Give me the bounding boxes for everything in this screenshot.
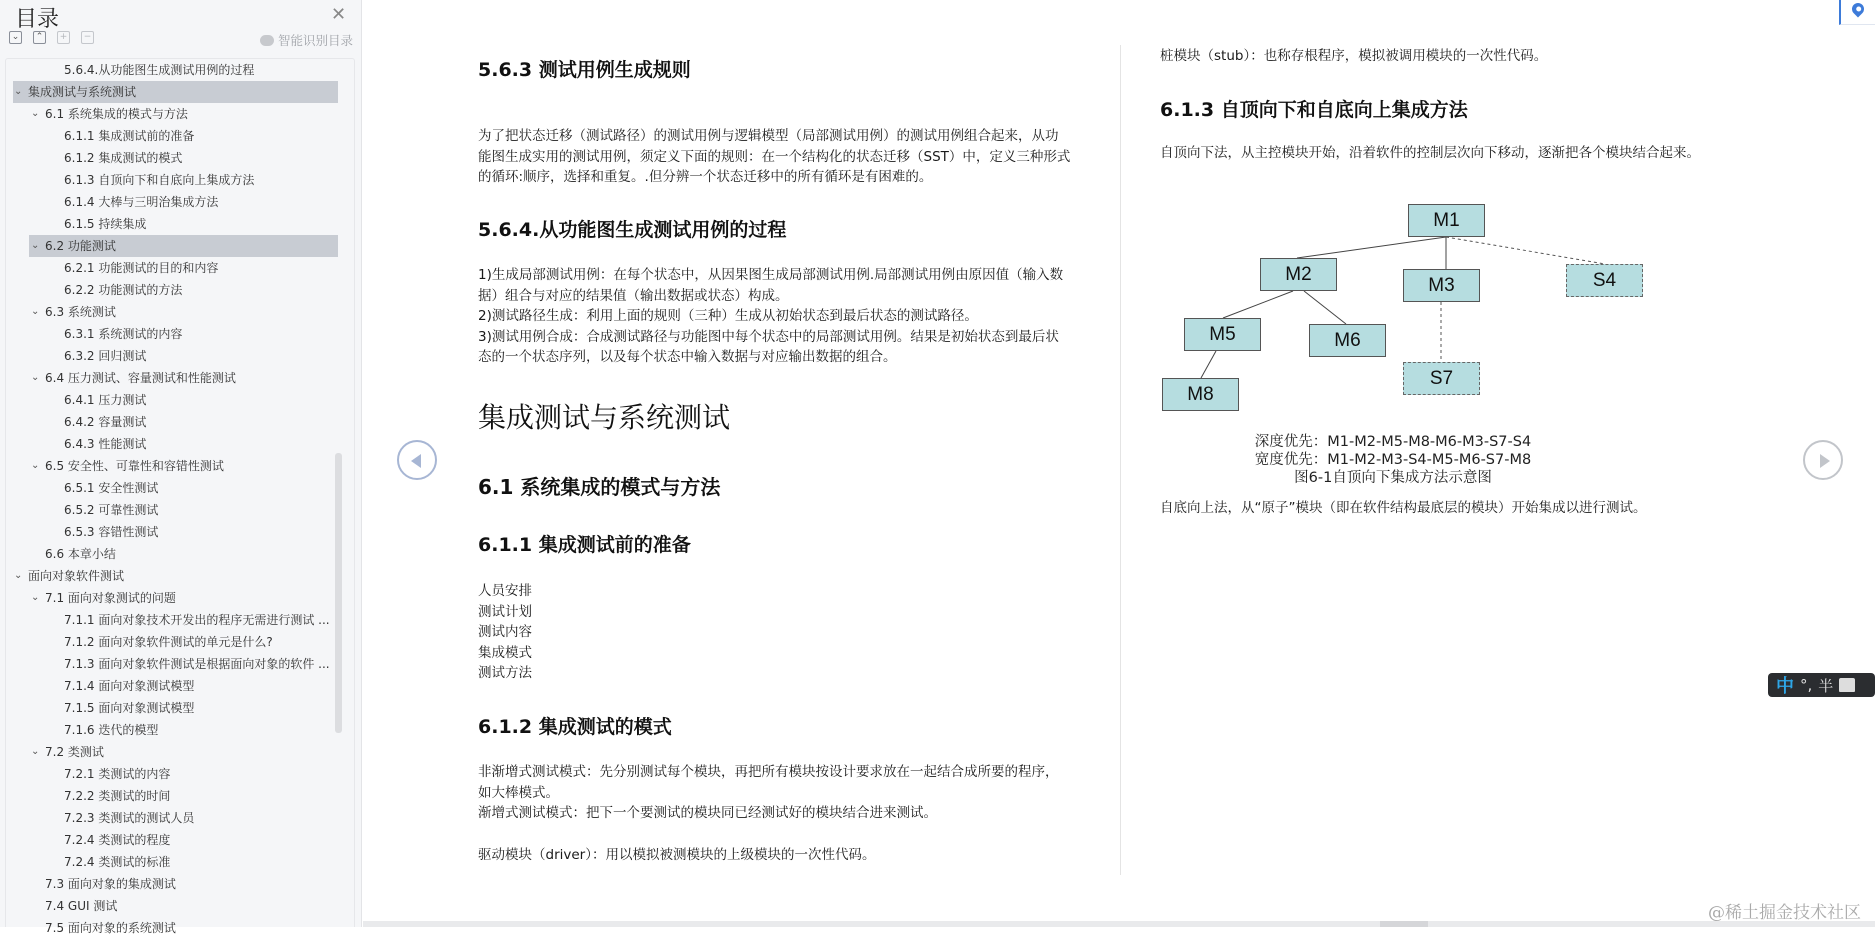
toc-tree-container xyxy=(5,58,355,935)
location-pin-icon xyxy=(1850,1,1867,18)
toc-item-label: 7.1.3 面向对象软件测试是根据面向对象的软件 ... xyxy=(64,657,330,671)
toc-item[interactable] xyxy=(6,477,338,499)
toc-item[interactable] xyxy=(6,653,338,675)
toc-item-label: 6.1 系统集成的模式与方法 xyxy=(45,107,188,121)
toc-item[interactable] xyxy=(6,785,338,807)
expand-all-icon[interactable]: ⌄ xyxy=(9,31,22,44)
cloud-icon xyxy=(260,35,274,46)
text-line: 如大棒模式。 xyxy=(478,784,559,801)
collapse-all-icon[interactable]: ⌃ xyxy=(33,31,46,44)
paragraph-topdown: 自顶向下法，从主控模块开始，沿着软件的控制层次向下移动，逐渐把各个模块结合起来。 xyxy=(1160,145,1700,161)
toc-item[interactable] xyxy=(29,235,338,257)
toc-item-label: 7.1.4 面向对象测试模型 xyxy=(64,679,195,693)
toc-item-label: 7.2 类测试 xyxy=(45,745,104,759)
remove-icon[interactable]: − xyxy=(81,31,94,44)
toc-item[interactable] xyxy=(6,521,338,543)
toc-item-label: 6.5.3 容错性测试 xyxy=(64,525,159,539)
heading-5-6-4: 5.6.4.从功能图生成测试用例的过程 xyxy=(478,219,787,241)
diagram-edges xyxy=(363,0,1875,927)
chevron-down-icon[interactable]: ⌄ xyxy=(14,570,23,581)
toc-item[interactable] xyxy=(6,455,338,477)
watermark: @稀土掘金技术社区 xyxy=(1708,903,1861,923)
toc-item-label: 6.3.2 回归测试 xyxy=(64,349,147,363)
toc-tree xyxy=(6,59,338,939)
skin-icon[interactable] xyxy=(1839,678,1855,692)
text-line: 2)测试路径生成：利用上面的规则（三种）生成从初始状态到最后状态的测试路径。 xyxy=(478,308,978,324)
module-node: M5 xyxy=(1184,318,1261,351)
next-page-icon xyxy=(1820,454,1830,468)
toc-item[interactable] xyxy=(6,851,338,873)
module-node: M8 xyxy=(1162,378,1239,411)
toc-item[interactable] xyxy=(6,257,338,279)
toc-item-label: 6.4.3 性能测试 xyxy=(64,437,147,451)
toc-item-label: 6.1.5 持续集成 xyxy=(64,217,147,231)
smart-toc-label: 智能识别目录 xyxy=(278,33,354,48)
prev-page-button[interactable] xyxy=(397,440,437,480)
toc-item[interactable] xyxy=(6,279,338,301)
chevron-down-icon[interactable]: ⌄ xyxy=(31,240,40,251)
chevron-down-icon[interactable]: ⌄ xyxy=(31,372,40,383)
toc-item[interactable] xyxy=(6,191,338,213)
chevron-down-icon[interactable]: ⌄ xyxy=(31,746,40,757)
text-line: 1)生成局部测试用例：在每个状态中，从因果图生成局部测试用例.局部测试用例由原因值（输入数 xyxy=(478,267,1064,283)
heading-6-1: 6.1 系统集成的模式与方法 xyxy=(478,475,721,499)
ime-punct[interactable]: °, xyxy=(1800,676,1813,694)
ime-mode[interactable]: 中 xyxy=(1776,676,1794,697)
toc-item[interactable] xyxy=(6,807,338,829)
toc-item-label: 7.1.5 面向对象测试模型 xyxy=(64,701,195,715)
depth-first-order: 深度优先：M1-M2-M5-M8-M6-M3-S7-S4 xyxy=(1254,434,1532,450)
ime-width[interactable]: 半 xyxy=(1818,676,1834,695)
toc-item[interactable] xyxy=(6,389,338,411)
toc-item-label: 6.1.2 集成测试的模式 xyxy=(64,151,183,165)
heading-6-1-1: 6.1.1 集成测试前的准备 xyxy=(478,534,691,556)
toc-item-label: 7.1.2 面向对象软件测试的单元是什么? xyxy=(64,635,273,649)
toc-item[interactable] xyxy=(6,675,338,697)
toc-item[interactable] xyxy=(6,719,338,741)
toc-item-label: 集成测试与系统测试 xyxy=(28,85,137,99)
toc-item[interactable] xyxy=(6,565,338,587)
toc-scrollbar[interactable] xyxy=(335,453,342,733)
toc-item[interactable] xyxy=(6,345,338,367)
toc-item-label: 面向对象软件测试 xyxy=(28,569,125,583)
toc-item[interactable] xyxy=(6,125,338,147)
figure-caption: 图6-1自顶向下集成方法示意图 xyxy=(1294,470,1492,486)
toc-item[interactable] xyxy=(13,81,338,103)
toc-item-label: 7.3 面向对象的集成测试 xyxy=(45,877,176,891)
module-node: M1 xyxy=(1408,204,1485,237)
toc-item-label: 7.1.1 面向对象技术开发出的程序无需进行测试 ... xyxy=(64,613,330,627)
toc-item[interactable] xyxy=(6,873,338,895)
chevron-down-icon[interactable]: ⌄ xyxy=(31,592,40,603)
toc-item-label: 6.1.1 集成测试前的准备 xyxy=(64,129,195,143)
toc-item[interactable] xyxy=(6,323,338,345)
ime-status-bar[interactable] xyxy=(1768,673,1875,697)
text-line: 非渐增式测试模式：先分别测试每个模块，再把所有模块按设计要求放在一起结合成所要的程序， xyxy=(478,764,1059,780)
scrollbar-thumb[interactable] xyxy=(1380,921,1428,927)
toc-item-label: 6.5.2 可靠性测试 xyxy=(64,503,159,517)
module-node: M6 xyxy=(1309,324,1386,357)
chevron-down-icon[interactable]: ⌄ xyxy=(31,460,40,471)
diagram-caption xyxy=(1243,433,1543,487)
toc-item-label: 7.2.2 类测试的时间 xyxy=(64,789,171,803)
toc-item-label: 6.1.3 自顶向下和自底向上集成方法 xyxy=(64,173,255,187)
toc-item-label: 7.1 面向对象测试的问题 xyxy=(45,591,176,605)
close-icon[interactable]: ✕ xyxy=(331,4,347,25)
chevron-down-icon[interactable]: ⌄ xyxy=(14,86,23,97)
chapter-title: 集成测试与系统测试 xyxy=(478,401,731,434)
list-item: 测试内容 xyxy=(478,624,532,640)
list-item: 测试方法 xyxy=(478,665,532,681)
smart-toc-button[interactable] xyxy=(260,31,353,49)
text-line: 据）组合与对应的结果值（输出数据或状态）构成。 xyxy=(478,287,789,304)
toc-item-label: 7.2.3 类测试的测试人员 xyxy=(64,811,195,825)
toc-item-label: 6.4.1 压力测试 xyxy=(64,393,147,407)
toc-item-label: 6.2.1 功能测试的目的和内容 xyxy=(64,261,219,275)
toc-item-label: 6.4.2 容量测试 xyxy=(64,415,147,429)
toc-item[interactable] xyxy=(6,433,338,455)
toc-item-label: 6.6 本章小结 xyxy=(45,547,116,561)
toc-item[interactable] xyxy=(6,59,338,81)
text-line: 渐增式测试模式：把下一个要测试的模块同已经测试好的模块结合进来测试。 xyxy=(478,805,937,821)
toc-toolbar xyxy=(9,31,94,44)
toc-item[interactable] xyxy=(6,103,338,125)
toc-item[interactable] xyxy=(6,829,338,851)
toc-item-label: 7.4 GUI 测试 xyxy=(45,899,118,913)
toc-item-label: 6.1.4 大棒与三明治集成方法 xyxy=(64,195,219,209)
toc-item-label: 6.5.1 安全性测试 xyxy=(64,481,159,495)
toc-item[interactable] xyxy=(6,763,338,785)
toc-item-label: 7.2.4 类测试的标准 xyxy=(64,855,171,869)
paragraph-stub: 桩模块（stub）：也称存根程序，模拟被调用模块的一次性代码。 xyxy=(1160,48,1548,64)
toc-item[interactable] xyxy=(6,697,338,719)
toc-item[interactable] xyxy=(6,543,338,565)
heading-6-1-2: 6.1.2 集成测试的模式 xyxy=(478,716,672,738)
text-line: 3)测试用例合成：合成测试路径与功能图中每个状态中的局部测试用例。结果是初始状态到最后状 xyxy=(478,328,1059,345)
toc-item[interactable] xyxy=(6,917,338,939)
toc-item-label: 6.4 压力测试、容量测试和性能测试 xyxy=(45,371,236,385)
text-line: 能图生成实用的测试用例，须定义下面的规则：在一个结构化的状态迁移（SST）中，定义三种形式 xyxy=(478,148,1071,165)
list-item: 测试计划 xyxy=(478,603,532,620)
list-item: 集成模式 xyxy=(478,644,532,661)
locate-button[interactable] xyxy=(1839,0,1875,25)
toc-item[interactable] xyxy=(6,499,338,521)
toc-item-label: 6.3.1 系统测试的内容 xyxy=(64,327,183,341)
horizontal-scrollbar[interactable] xyxy=(363,921,1875,927)
toc-item[interactable] xyxy=(6,587,338,609)
text-line: 的循环:顺序，选择和重复。.但分辨一个状态迁移中的所有循环是有困难的。 xyxy=(478,169,933,185)
toc-item-label: 6.5 安全性、可靠性和容错性测试 xyxy=(45,459,224,473)
add-icon[interactable]: + xyxy=(57,31,70,44)
heading-5-6-3: 5.6.3 测试用例生成规则 xyxy=(478,59,691,81)
toc-item[interactable] xyxy=(6,631,338,653)
toc-item-label: 6.2.2 功能测试的方法 xyxy=(64,283,183,297)
toc-item[interactable] xyxy=(6,895,338,917)
prev-page-icon xyxy=(411,454,421,468)
module-node: M2 xyxy=(1260,258,1337,291)
toc-item[interactable] xyxy=(6,169,338,191)
toc-item-label: 7.1.6 迭代的模型 xyxy=(64,723,159,737)
toc-item[interactable] xyxy=(6,147,338,169)
toc-item[interactable] xyxy=(6,213,338,235)
paragraph-driver: 驱动模块（driver）：用以模拟被测模块的上级模块的一次性代码。 xyxy=(478,847,876,863)
toc-item-label: 5.6.4.从功能图生成测试用例的过程 xyxy=(64,63,255,77)
stub-node: S4 xyxy=(1566,264,1643,297)
toc-item-label: 6.3 系统测试 xyxy=(45,305,116,319)
breadth-first-order: 宽度优先：M1-M2-M3-S4-M5-M6-S7-M8 xyxy=(1254,452,1532,468)
module-node: M3 xyxy=(1403,269,1480,302)
toc-item[interactable] xyxy=(6,367,338,389)
toc-item-label: 6.2 功能测试 xyxy=(45,239,116,253)
stub-node: S7 xyxy=(1403,362,1480,395)
toc-sidebar xyxy=(0,0,362,935)
list-item: 人员安排 xyxy=(478,583,532,599)
toc-title: 目录 xyxy=(15,7,60,32)
toc-item[interactable] xyxy=(6,301,338,323)
chevron-down-icon[interactable]: ⌄ xyxy=(31,306,40,317)
paragraph-bottomup: 自底向上法，从“原子”模块（即在软件结构最底层的模块）开始集成以进行测试。 xyxy=(1160,500,1647,516)
toc-item[interactable] xyxy=(6,411,338,433)
document-viewer xyxy=(363,0,1875,927)
text-line: 态的一个状态序列，以及每个状态中输入数据与对应输出数据的组合。 xyxy=(478,349,897,365)
toc-item-label: 7.5 面向对象的系统测试 xyxy=(45,921,176,935)
toc-item-label: 7.2.1 类测试的内容 xyxy=(64,767,171,781)
toc-item[interactable] xyxy=(6,741,338,763)
toc-item-label: 7.2.4 类测试的程度 xyxy=(64,833,171,847)
next-page-button[interactable] xyxy=(1803,440,1843,480)
heading-6-1-3: 6.1.3 自顶向下和自底向上集成方法 xyxy=(1160,99,1468,121)
toc-item[interactable] xyxy=(6,609,338,631)
chevron-down-icon[interactable]: ⌄ xyxy=(31,108,40,119)
text-line: 为了把状态迁移（测试路径）的测试用例与逻辑模型（局部测试用例）的测试用例组合起来，从功 xyxy=(478,128,1059,144)
